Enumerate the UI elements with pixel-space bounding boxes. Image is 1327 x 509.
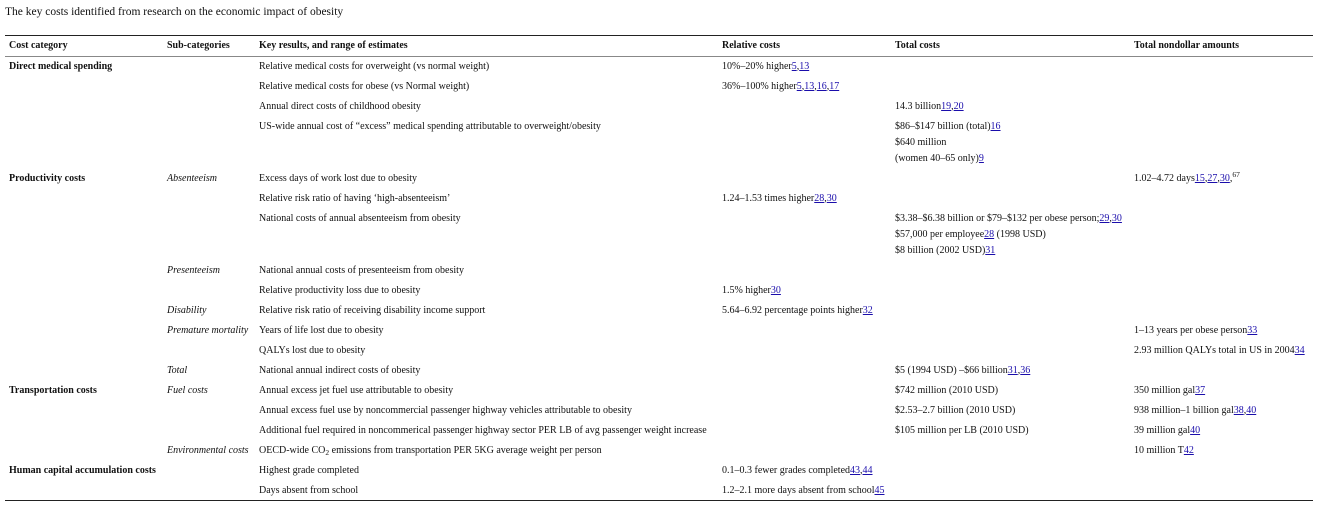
- table-row: [0, 441, 1327, 461]
- reference-link[interactable]: 16: [990, 121, 1001, 132]
- key-result: QALYs lost due to obesity: [259, 345, 366, 356]
- total-cost-line: $2.53–2.7 billion (2010 USD): [895, 405, 1016, 416]
- reference-link[interactable]: 19: [941, 101, 952, 112]
- reference-link[interactable]: 30: [826, 193, 837, 204]
- reference-link[interactable]: 38: [1233, 405, 1244, 416]
- table-row: [0, 421, 1327, 441]
- key-result: Excess days of work lost due to obesity: [259, 173, 418, 184]
- table-row: [0, 97, 1327, 117]
- cost-category: Direct medical spending: [9, 61, 113, 72]
- table-row: [0, 57, 1327, 77]
- reference-link[interactable]: 30: [1219, 173, 1230, 184]
- key-result: US-wide annual cost of “excess” medical spending attributable to overweight/obesity: [259, 121, 601, 132]
- relative-cost: 0.1–0.3 fewer grades completed43,44: [722, 465, 873, 476]
- total-cost-line: $3.38–$6.38 billion or $79–$132 per obese person;29,30: [895, 213, 1122, 224]
- header-sub-categories: Sub-categories: [167, 40, 230, 51]
- reference-link[interactable]: 20: [953, 101, 964, 112]
- bottom-rule: [5, 500, 1313, 501]
- reference-link[interactable]: 29: [1099, 213, 1110, 224]
- cost-category: Human capital accumulation costs: [9, 465, 156, 476]
- reference-link[interactable]: 43: [850, 465, 861, 476]
- reference-link[interactable]: 33: [1247, 325, 1258, 336]
- reference-link[interactable]: 9: [978, 153, 984, 164]
- table-row: [0, 261, 1327, 281]
- nondollar-amount: 1.02–4.72 days15,27,30,67: [1134, 170, 1240, 184]
- relative-cost: 1.24–1.53 times higher28,30: [722, 193, 837, 204]
- key-result: Years of life lost due to obesity: [259, 325, 384, 336]
- table-row: [0, 281, 1327, 301]
- header-cost-category: Cost category: [9, 40, 68, 51]
- key-result: Annual excess jet fuel use attributable to obesity: [259, 385, 454, 396]
- reference-link[interactable]: 15: [1194, 173, 1205, 184]
- table-row: [0, 301, 1327, 321]
- nondollar-amount: 10 million T42: [1134, 445, 1194, 456]
- reference-link[interactable]: 5: [791, 61, 797, 72]
- header-total-nondollar: Total nondollar amounts: [1134, 40, 1240, 51]
- reference-link[interactable]: 17: [829, 81, 840, 92]
- total-cost: [895, 119, 1001, 167]
- key-result: Annual direct costs of childhood obesity: [259, 101, 421, 112]
- nondollar-amount: 39 million gal40: [1134, 425, 1201, 436]
- key-result: Highest grade completed: [259, 465, 359, 476]
- reference-link[interactable]: 28: [814, 193, 825, 204]
- reference-link[interactable]: 5: [796, 81, 802, 92]
- reference-link[interactable]: 30: [770, 285, 781, 296]
- relative-cost: 10%–20% higher5,13: [722, 61, 810, 72]
- reference-link[interactable]: 37: [1195, 385, 1206, 396]
- total-cost: [895, 361, 1030, 381]
- reference-link[interactable]: 30: [1111, 213, 1122, 224]
- key-result: Days absent from school: [259, 485, 359, 496]
- sub-category: Fuel costs: [167, 385, 208, 396]
- total-cost: [895, 401, 1015, 421]
- reference-link[interactable]: 28: [984, 229, 995, 240]
- reference-link[interactable]: 40: [1190, 425, 1201, 436]
- table-row: [0, 361, 1327, 381]
- relative-cost: 1.2–2.1 more days absent from school45: [722, 485, 885, 496]
- table-row: [0, 169, 1327, 189]
- table-row: [0, 189, 1327, 209]
- sub-category: Disability: [167, 305, 207, 316]
- reference-link[interactable]: 45: [874, 485, 885, 496]
- reference-link[interactable]: 40: [1246, 405, 1257, 416]
- table-caption: The key costs identified from research on the economic impact of obesity: [5, 6, 344, 18]
- table-row: [0, 77, 1327, 97]
- sub-category: Total: [167, 365, 188, 376]
- reference-link[interactable]: 27: [1207, 173, 1218, 184]
- key-result: Annual excess fuel use by noncommercial passenger highway vehicles attributable to obesity: [259, 405, 632, 416]
- sub-category: Premature mortality: [167, 325, 249, 336]
- cost-category: Transportation costs: [9, 385, 97, 396]
- key-result: Relative productivity loss due to obesity: [259, 285, 421, 296]
- subscript: 2: [325, 448, 330, 457]
- table-row: [0, 341, 1327, 361]
- nondollar-amount: 350 million gal37: [1134, 385, 1206, 396]
- table-row: [0, 461, 1327, 481]
- top-rule: [5, 35, 1313, 36]
- reference-link[interactable]: 44: [862, 465, 873, 476]
- total-cost-line: $86–$147 billion (total)16: [895, 121, 1001, 132]
- total-cost-line: $5 (1994 USD) –$66 billion31,36: [895, 365, 1031, 376]
- key-result: National annual indirect costs of obesity: [259, 365, 421, 376]
- nondollar-amount: 1–13 years per obese person33: [1134, 325, 1258, 336]
- header-total-costs: Total costs: [895, 40, 940, 51]
- header-relative-costs: Relative costs: [722, 40, 781, 51]
- key-result: Relative risk ratio of receiving disability income support: [259, 305, 486, 316]
- total-cost-line: $105 million per LB (2010 USD): [895, 425, 1029, 436]
- nondollar-amount: 2.93 million QALYs total in US in 200434: [1134, 345, 1305, 356]
- reference-link[interactable]: 31: [985, 245, 996, 256]
- relative-cost: 5.64–6.92 percentage points higher32: [722, 305, 873, 316]
- header-key-results: Key results, and range of estimates: [259, 40, 408, 51]
- key-result: OECD-wide $CO_2$ emissions from transportation PER 5KG average weight per person: [259, 445, 602, 457]
- total-cost-line: 14.3 billion19,20: [895, 101, 964, 112]
- sub-category: Presenteeism: [167, 265, 220, 276]
- cost-category: Productivity costs: [9, 173, 86, 184]
- key-result: National costs of annual absenteeism from obesity: [259, 213, 461, 224]
- key-result: Relative medical costs for overweight (vs normal weight): [259, 61, 490, 72]
- key-result: Additional fuel required in noncommerical passenger highway sector PER LB of avg passenger weight increase: [259, 425, 707, 436]
- total-cost: [895, 421, 1029, 441]
- reference-link[interactable]: 13: [799, 61, 810, 72]
- total-cost-line: $640 million: [895, 137, 947, 148]
- nondollar-amount: 938 million–1 billion gal38,40: [1134, 405, 1257, 416]
- sub-category: Environmental costs: [167, 445, 249, 456]
- reference-link[interactable]: 31: [1007, 365, 1018, 376]
- table-row: [0, 401, 1327, 421]
- total-cost-line: $57,000 per employee28 (1998 USD): [895, 229, 1046, 240]
- key-result: Relative medical costs for obese (vs Normal weight): [259, 81, 470, 92]
- key-result: Relative risk ratio of having ‘high-absenteeism’: [259, 193, 451, 204]
- reference-link[interactable]: 34: [1294, 345, 1305, 356]
- reference-link[interactable]: 13: [804, 81, 815, 92]
- table-row: [0, 117, 1327, 164]
- total-cost: [895, 381, 998, 401]
- superscript-reference: 67: [1232, 170, 1240, 179]
- key-result: National annual costs of presenteeism from obesity: [259, 265, 464, 276]
- total-cost: [895, 211, 1122, 259]
- total-cost: [895, 97, 964, 117]
- sub-category: Absenteeism: [167, 173, 217, 184]
- total-cost-line: $8 billion (2002 USD)31: [895, 245, 996, 256]
- relative-cost: 36%–100% higher5,13,16,17: [722, 81, 840, 92]
- relative-cost: 1.5% higher30: [722, 285, 781, 296]
- table-row: [0, 209, 1327, 256]
- reference-link[interactable]: 16: [816, 81, 827, 92]
- table-row: [0, 321, 1327, 341]
- table-row: [0, 381, 1327, 401]
- reference-link[interactable]: 32: [862, 305, 873, 316]
- reference-link[interactable]: 42: [1183, 445, 1194, 456]
- total-cost-line: $742 million (2010 USD): [895, 385, 999, 396]
- total-cost-line: (women 40–65 only)9: [895, 153, 984, 164]
- table-row: [0, 481, 1327, 501]
- reference-link[interactable]: 36: [1020, 365, 1031, 376]
